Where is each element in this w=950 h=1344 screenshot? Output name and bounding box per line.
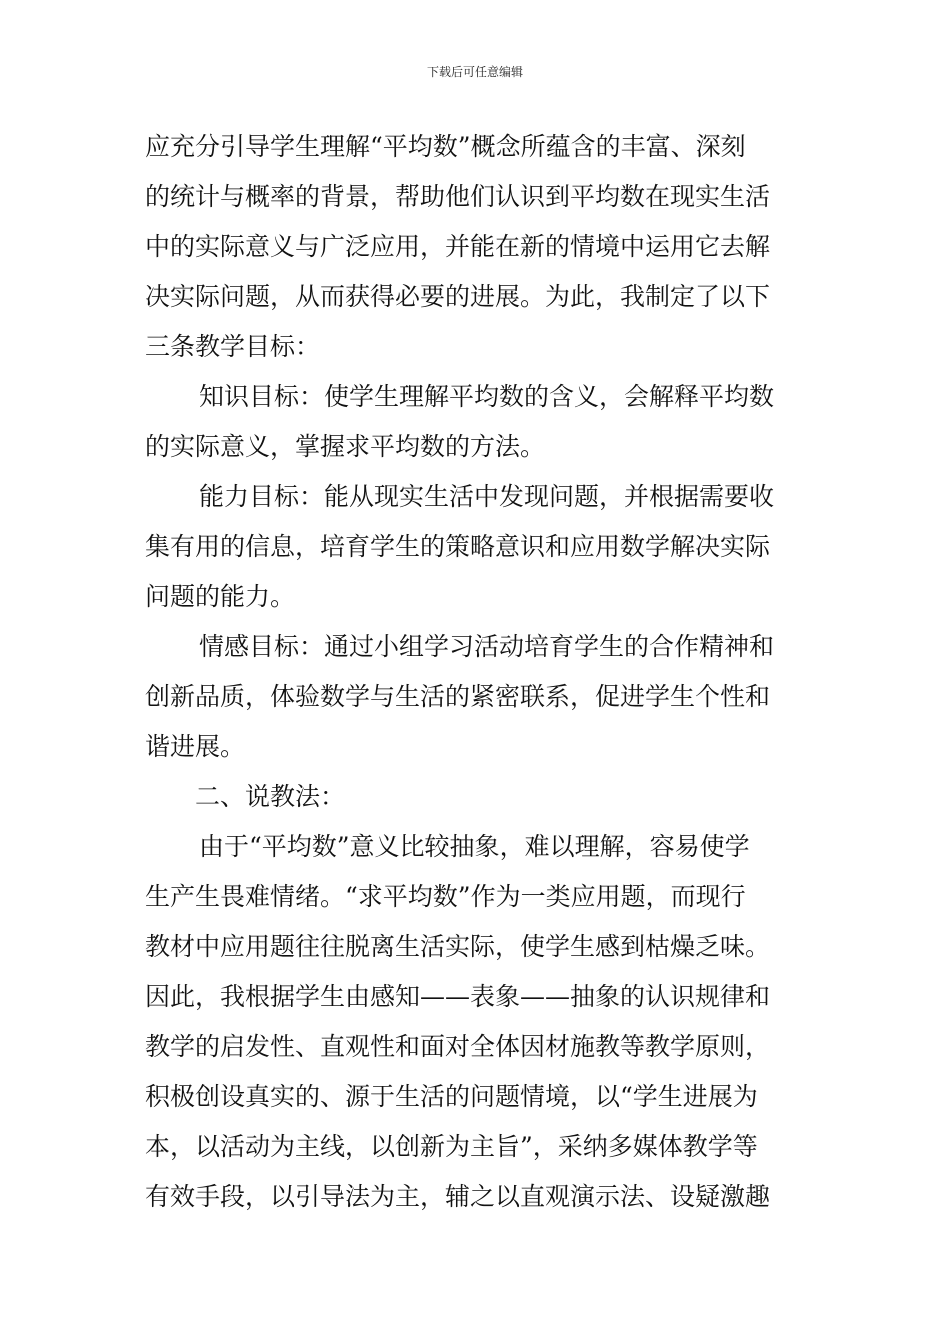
body-line: 应充分引导学生理解“平均数”概念所蕴含的丰富、深刻 <box>145 132 746 161</box>
body-line: 教学的启发性、直观性和面对全体因材施教等教学原则， <box>145 1032 771 1061</box>
body-line: 知识目标：使学生理解平均数的含义，会解释平均数 <box>199 382 775 411</box>
body-line: 的实际意义，掌握求平均数的方法。 <box>145 432 546 461</box>
body-line: 有效手段，以引导法为主，辅之以直观演示法、设疑激趣 <box>145 1182 771 1211</box>
body-line: 中的实际意义与广泛应用，并能在新的情境中运用它去解 <box>145 232 771 261</box>
body-line: 问题的能力。 <box>145 582 296 611</box>
body-line: 因此，我根据学生由感知——表象——抽象的认识规律和 <box>145 982 771 1011</box>
body-line: 本，以活动为主线，以创新为主旨”，采纳多媒体教学等 <box>145 1132 758 1161</box>
body-line: 积极创设真实的、源于生活的问题情境，以“学生进展为 <box>145 1082 758 1111</box>
body-line: 由于“平均数”意义比较抽象，难以理解，容易使学 <box>199 832 750 861</box>
body-line: 决实际问题，从而获得必要的进展。为此，我制定了以下 <box>145 282 771 311</box>
body-line: 集有用的信息，培育学生的策略意识和应用数学解决实际 <box>145 532 771 561</box>
body-line: 的统计与概率的背景，帮助他们认识到平均数在现实生活 <box>145 182 771 211</box>
body-line: 教材中应用题往往脱离生活实际，使学生感到枯燥乏味。 <box>145 932 771 961</box>
body-line: 创新品质，体验数学与生活的紧密联系，促进学生个性和 <box>145 682 771 711</box>
body-line: 能力目标：能从现实生活中发现问题，并根据需要收 <box>199 482 775 511</box>
page-header-note: 下载后可任意编辑 <box>426 65 523 79</box>
body-line: 生产生畏难情绪。“求平均数”作为一类应用题，而现行 <box>145 882 746 911</box>
body-line: 三条教学目标： <box>145 332 321 361</box>
body-line: 谐进展。 <box>145 732 246 761</box>
section-heading: 二、说教法： <box>195 782 346 811</box>
body-line: 情感目标：通过小组学习活动培育学生的合作精神和 <box>199 632 775 661</box>
